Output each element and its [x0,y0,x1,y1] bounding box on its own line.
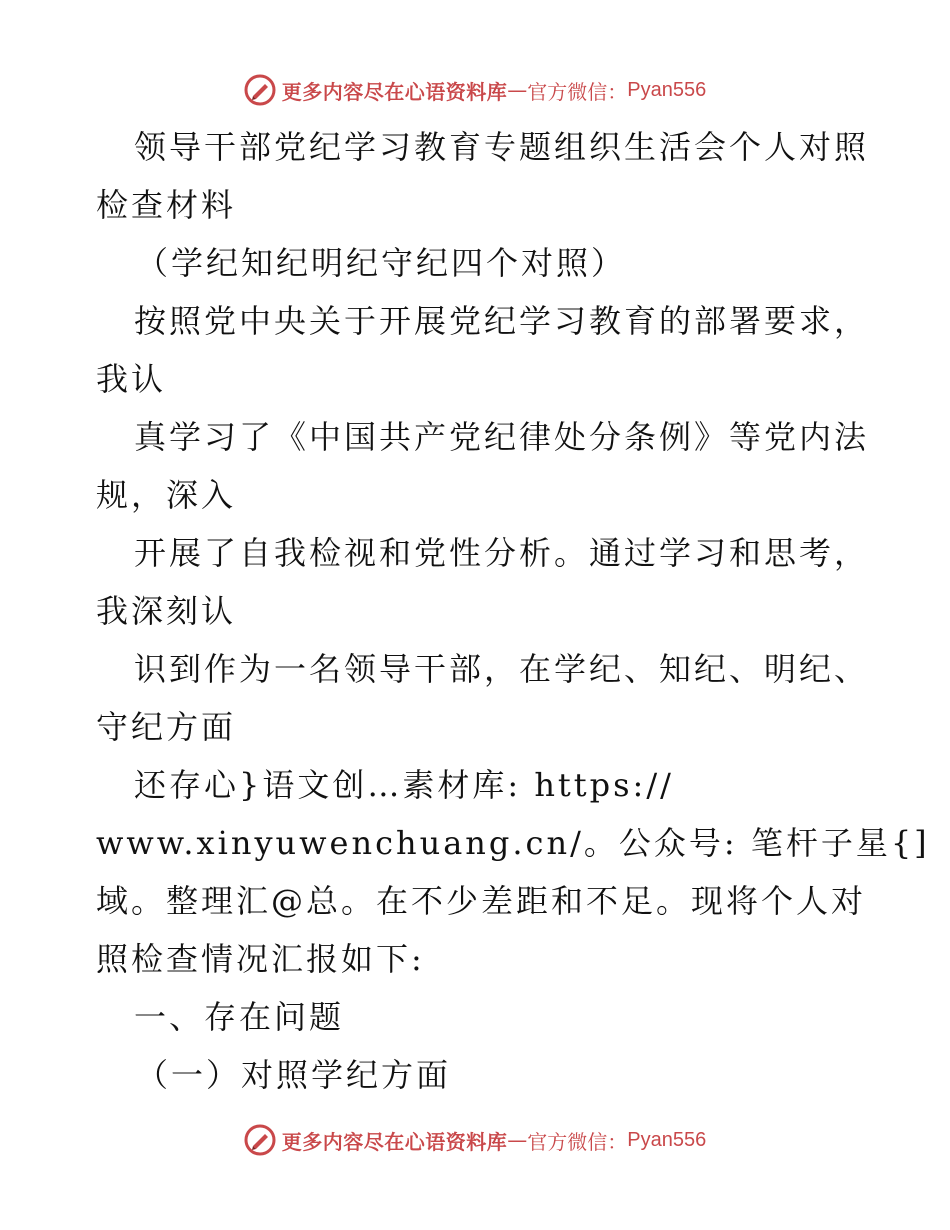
header-banner [0,70,950,110]
body-line: 开展了自我检视和党性分析。通过学习和思考， [134,534,870,572]
banner-wechat-id: Pyan556 [627,1128,707,1151]
banner-dash: — [507,1128,528,1152]
body-line: 按照党中央关于开展党纪学习教育的部署要求， [134,302,870,340]
footer-banner [0,1120,950,1160]
banner-wechat-id: Pyan556 [627,78,707,101]
body-line: 守纪方面 [96,708,237,746]
subtitle: （学纪知纪明纪守纪四个对照） [136,244,627,282]
banner-wechat-label: 官方微信： [527,79,628,104]
title-line-1: 领导干部党纪学习教育专题组织生活会个人对照 [134,128,870,166]
body-line: 真学习了《中国共产党纪律处分条例》等党内法 [134,418,870,456]
pen-logo-icon [244,74,276,106]
subsection-heading: （一）对照学纪方面 [136,1056,452,1094]
body-line: 域。整理汇@总。在不少差距和不足。现将个人对 [96,882,867,920]
banner-dash: — [507,78,528,102]
body-line: 还存心}语文创…素材库: https:// [134,766,674,804]
title-line-2: 检查材料 [96,186,237,224]
body-line: 照检查情况汇报如下: [96,940,425,978]
body-line: 我认 [96,360,167,398]
body-line: 我深刻认 [96,592,237,630]
document-body [96,118,930,1104]
banner-title: 更多内容尽在心语资料库 [281,79,508,104]
banner-wechat-label: 官方微信： [527,1129,628,1154]
section-heading: 一、存在问题 [134,998,345,1036]
body-line: 规，深入 [96,476,237,514]
body-line: www.xinyuwenchuang.cn/。公众号: 笔杆子星{] [96,824,930,862]
body-line: 识到作为一名领导干部，在学纪、知纪、明纪、 [134,650,870,688]
pen-logo-icon [244,1124,276,1156]
banner-title: 更多内容尽在心语资料库 [281,1129,508,1154]
